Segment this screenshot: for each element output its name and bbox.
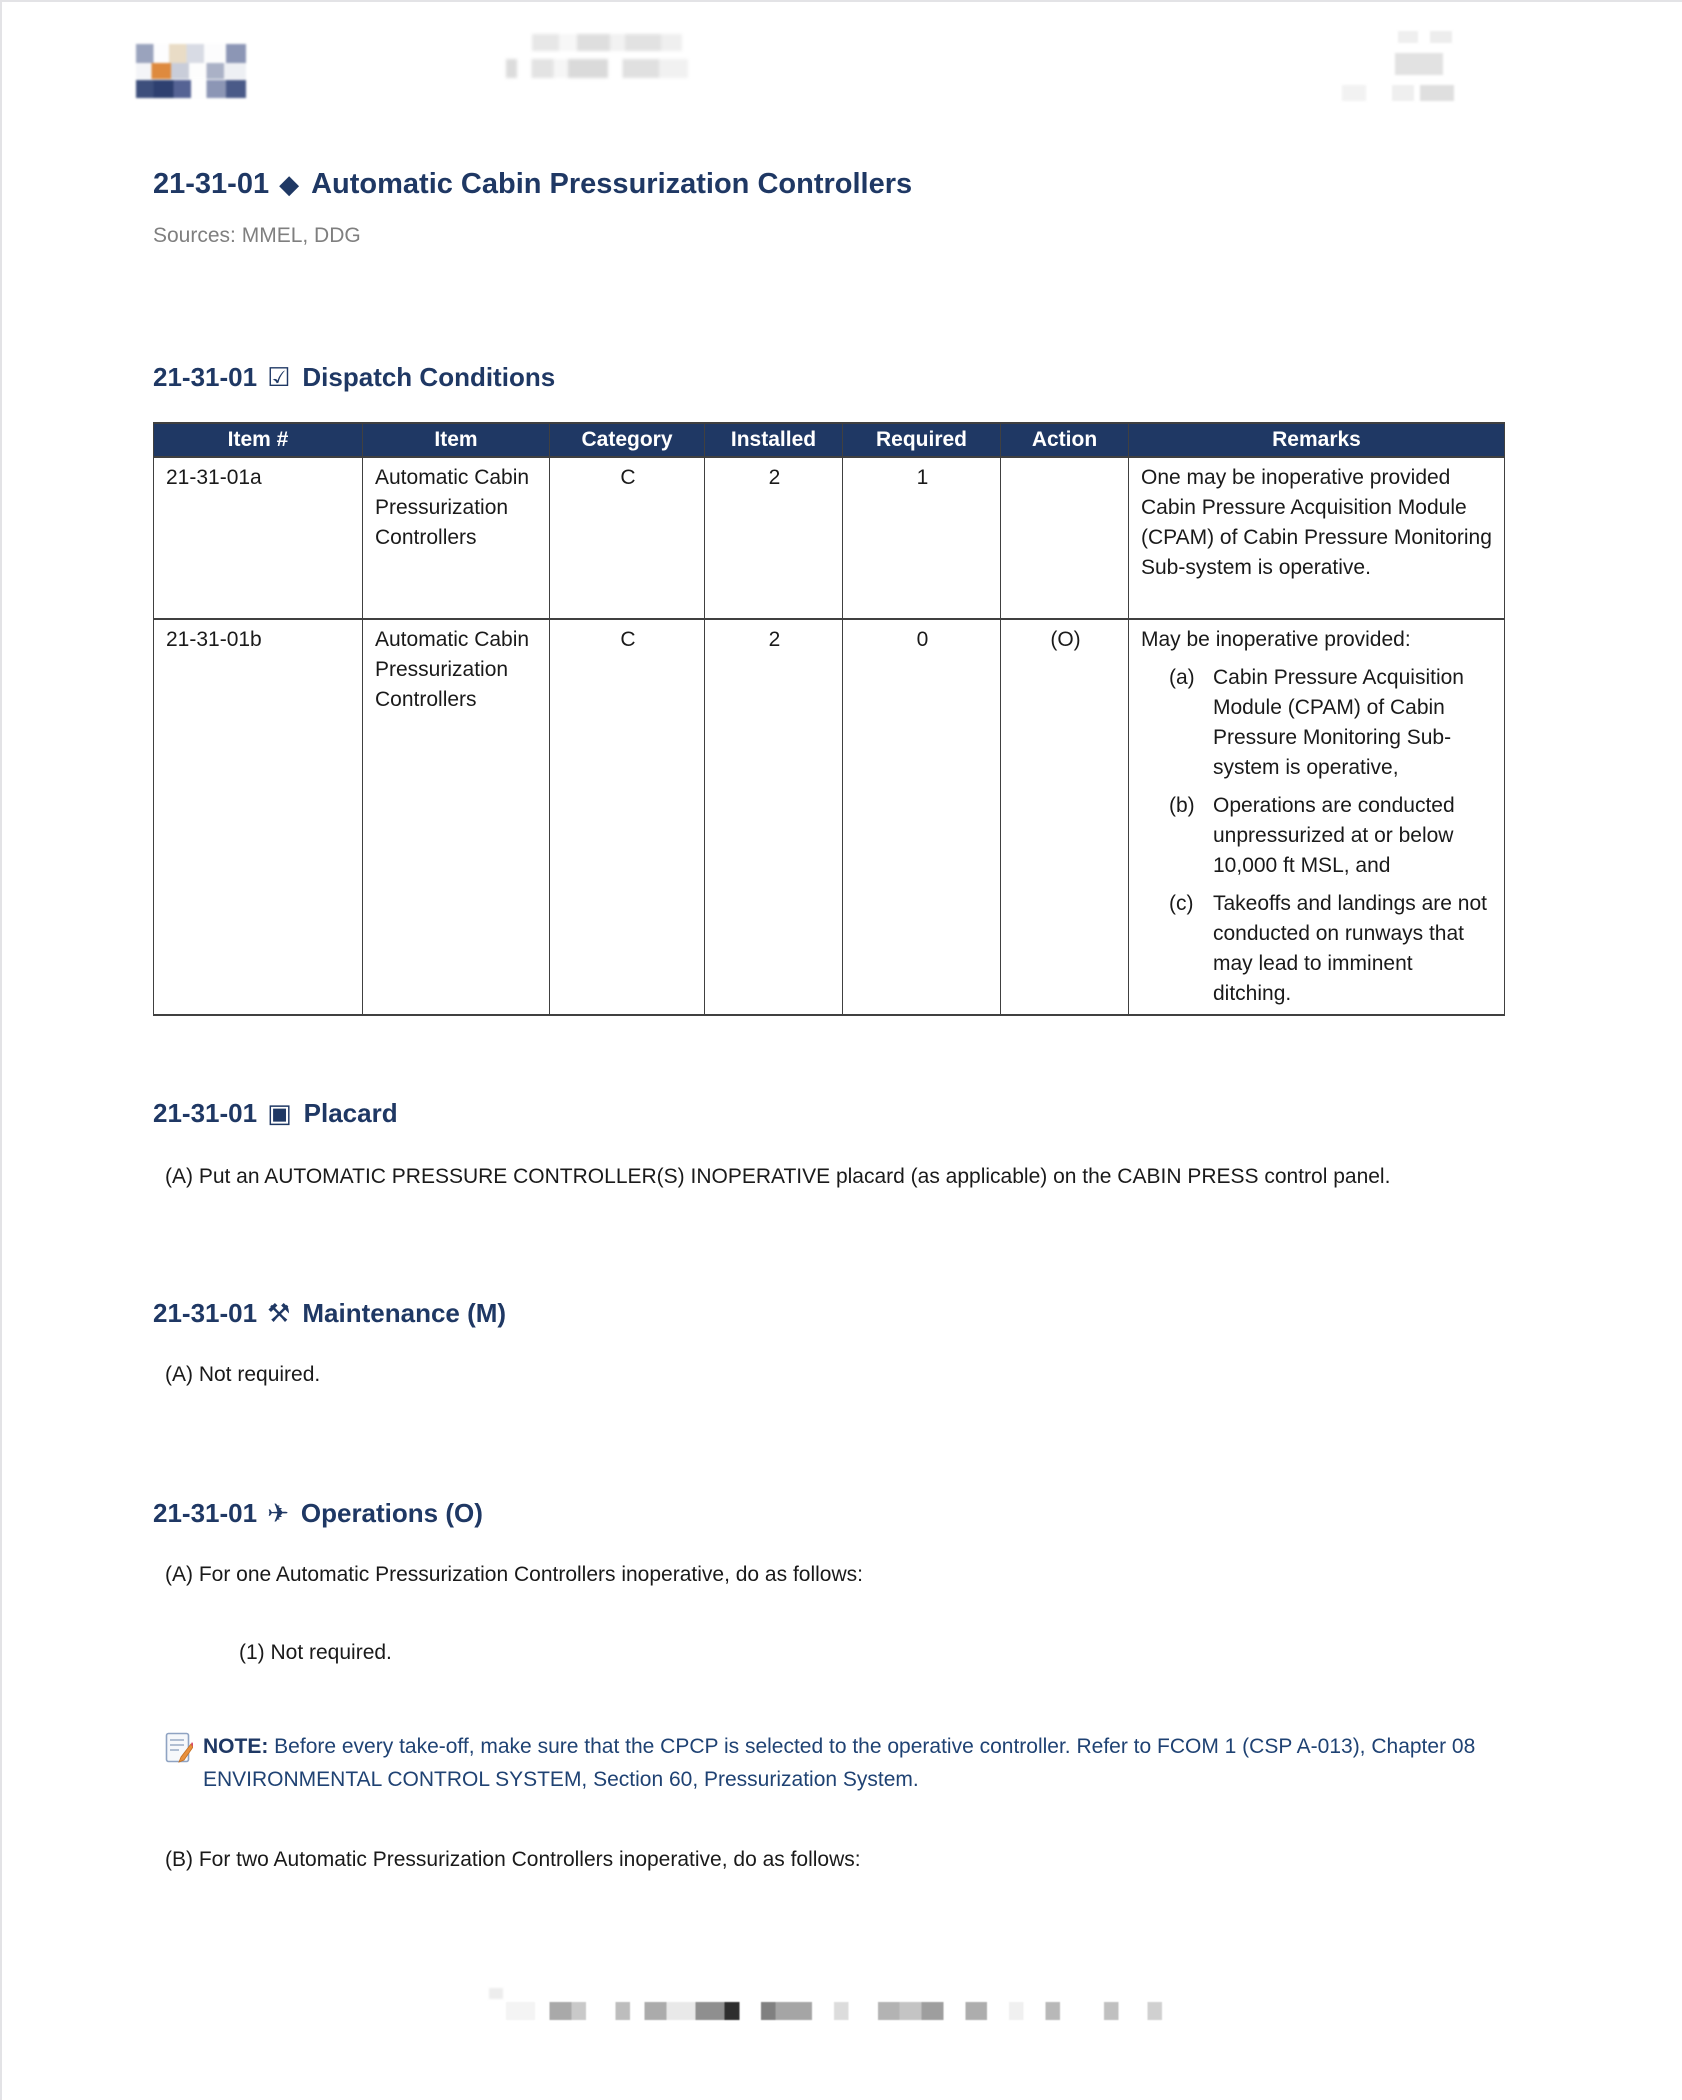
- cell-action: [1001, 457, 1129, 619]
- col-header-category: Category: [550, 423, 705, 457]
- page-title: [153, 168, 912, 201]
- cell-item: Automatic Cabin Pressurization Controllers: [363, 619, 550, 1015]
- col-header-installed: Installed: [705, 423, 843, 457]
- operations-item-1: (1) Not required.: [239, 1641, 392, 1664]
- note-text: Before every take-off, make sure that the CPCP is selected to the operative controller. Refer to FCOM 1 (CSP A-013), Chapter 08 ENVIRONMENTAL CONTROL SYSTEM, Section 60, Pressurization System.: [203, 1735, 1476, 1791]
- redacted-header-right-block: [1342, 85, 1366, 101]
- cell-required: 0: [843, 619, 1001, 1015]
- operations-paragraph-b: (B) For two Automatic Pressurization Controllers inoperative, do as follows:: [165, 1848, 861, 1871]
- list-item-text: Operations are conducted unpressurized at or below 10,000 ft MSL, and: [1213, 794, 1455, 877]
- col-header-required: Required: [843, 423, 1001, 457]
- airplane-icon: ✈: [267, 1499, 289, 1529]
- section-code: 21-31-01: [153, 1098, 258, 1128]
- list-item-text: Takeoffs and landings are not conducted on runways that may lead to imminent ditching.: [1213, 892, 1487, 1005]
- section-code: 21-31-01: [153, 1298, 258, 1328]
- col-header-item-no: Item #: [154, 423, 363, 457]
- maintenance-heading: [153, 1298, 506, 1329]
- list-item-label: (a): [1169, 666, 1195, 689]
- note-label: NOTE:: [203, 1735, 275, 1758]
- note-block: [203, 1730, 1498, 1796]
- cell-action: (O): [1001, 619, 1129, 1015]
- section-code: 21-31-01: [153, 362, 258, 392]
- cell-item-no: 21-31-01b: [154, 619, 363, 1015]
- redacted-header-right-block: [1395, 53, 1443, 75]
- remarks-intro: May be inoperative provided:: [1141, 628, 1411, 651]
- section-code: 21-31-01: [153, 1498, 258, 1528]
- cell-required: 1: [843, 457, 1001, 619]
- title-text: Automatic Cabin Pressurization Controllers: [311, 168, 913, 200]
- col-header-action: Action: [1001, 423, 1129, 457]
- table-header-row: [154, 423, 1505, 457]
- redacted-header-line-1: [532, 34, 682, 51]
- placard-square-icon: ▣: [267, 1099, 292, 1129]
- remarks-list-item: [1169, 889, 1494, 1009]
- remarks-list-item: [1169, 791, 1494, 881]
- placard-paragraph-a: (A) Put an AUTOMATIC PRESSURE CONTROLLER(S) INOPERATIVE placard (as applicable) on the CABIN PRESS control panel.: [165, 1165, 1391, 1188]
- cell-installed: 2: [705, 619, 843, 1015]
- list-item-label: (b): [1169, 794, 1195, 817]
- redacted-header-right-block: [1398, 31, 1418, 43]
- redacted-header-right-block: [1420, 85, 1454, 101]
- cell-remarks: One may be inoperative provided Cabin Pressure Acquisition Module (CPAM) of Cabin Pressure Monitoring Sub-system is operative.: [1129, 457, 1505, 619]
- redacted-footer-text: [506, 2002, 1235, 2020]
- table-row: [154, 457, 1505, 619]
- placard-heading: [153, 1098, 398, 1129]
- section-title: Operations (O): [300, 1498, 483, 1528]
- sources-line: Sources: MMEL, DDG: [153, 224, 361, 247]
- checkbox-checked-icon: ☑: [267, 363, 291, 393]
- redacted-footer-fragment: [489, 1988, 503, 1999]
- remarks-list-item: [1169, 663, 1494, 783]
- cell-category: C: [550, 457, 705, 619]
- title-code: 21-31-01: [153, 168, 270, 200]
- diamond-icon: ◆: [279, 170, 300, 200]
- crossed-tools-icon: ⚒: [267, 1299, 291, 1329]
- operations-heading: [153, 1498, 483, 1529]
- section-title: Dispatch Conditions: [302, 362, 556, 392]
- redacted-header-right-block: [1392, 85, 1414, 101]
- list-item-label: (c): [1169, 892, 1194, 915]
- cell-item: Automatic Cabin Pressurization Controllers: [363, 457, 550, 619]
- col-header-item: Item: [363, 423, 550, 457]
- dispatch-conditions-table: [153, 422, 1505, 1016]
- maintenance-paragraph-a: (A) Not required.: [165, 1363, 321, 1386]
- table-row: [154, 619, 1505, 1015]
- redacted-company-logo: [136, 44, 246, 98]
- col-header-remarks: Remarks: [1129, 423, 1505, 457]
- redacted-header-right-block: [1430, 31, 1452, 43]
- section-title: Placard: [303, 1098, 398, 1128]
- section-title: Maintenance (M): [302, 1298, 507, 1328]
- dispatch-conditions-heading: [153, 362, 555, 393]
- redacted-header-line-2: [506, 59, 688, 78]
- cell-remarks: [1129, 619, 1505, 1015]
- cell-installed: 2: [705, 457, 843, 619]
- note-icon: [165, 1732, 193, 1764]
- operations-paragraph-a: (A) For one Automatic Pressurization Controllers inoperative, do as follows:: [165, 1563, 863, 1586]
- cell-category: C: [550, 619, 705, 1015]
- list-item-text: Cabin Pressure Acquisition Module (CPAM) of Cabin Pressure Monitoring Sub-system is operative,: [1213, 666, 1464, 779]
- cell-item-no: 21-31-01a: [154, 457, 363, 619]
